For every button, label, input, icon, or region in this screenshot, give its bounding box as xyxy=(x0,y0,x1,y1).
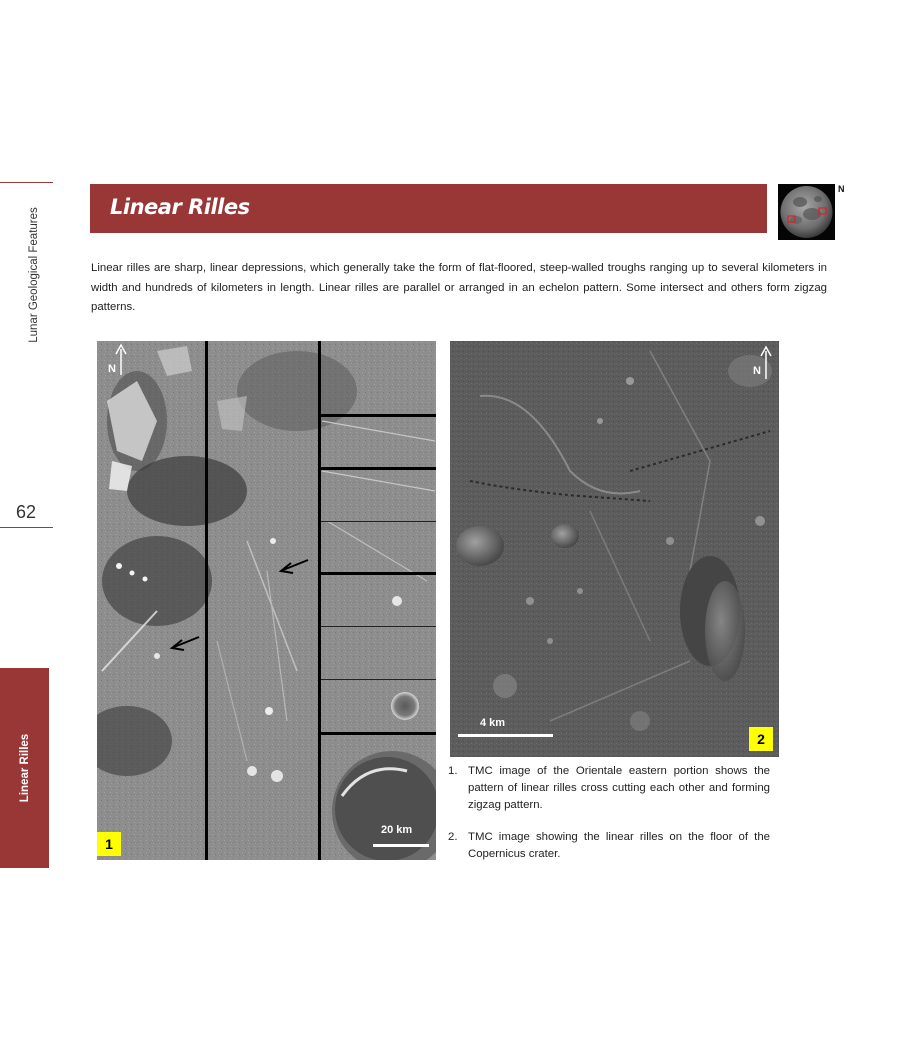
figure-2-scale-label: 4 km xyxy=(480,717,506,729)
page-title: Linear Rilles xyxy=(110,195,250,219)
chapter-side-label-text: Lunar Geological Features xyxy=(28,207,40,343)
moon-location-thumbnail xyxy=(778,184,835,240)
title-banner xyxy=(90,184,767,233)
figure-2-terrain xyxy=(450,341,779,757)
figure-2-badge: 2 xyxy=(749,727,773,751)
caption-2-number: 2. xyxy=(448,831,458,843)
section-side-tab-label: Linear Rilles xyxy=(18,733,31,803)
page-number-divider xyxy=(0,527,53,528)
page-number: 62 xyxy=(16,502,37,522)
thumbnail-north-label: N xyxy=(838,184,845,194)
caption-2-text: TMC image showing the linear rilles on the floor of the Copernicus crater. xyxy=(468,831,770,860)
caption-1 xyxy=(448,763,770,814)
figure-captions xyxy=(448,763,770,863)
section-side-tab xyxy=(0,668,49,868)
figure-1-scale-bar xyxy=(373,844,429,847)
figure-2-north-label: N xyxy=(753,365,761,377)
caption-1-text: TMC image of the Orientale eastern portion shows the pattern of linear rilles cross cutting each other and forming zigzag pattern. xyxy=(468,765,770,811)
figure-1-lunar-image xyxy=(97,341,436,860)
figure-1-badge: 1 xyxy=(97,832,121,856)
figure-2-lunar-image xyxy=(450,341,779,757)
caption-2 xyxy=(448,829,770,863)
figure-1-north-label: N xyxy=(108,363,116,375)
figure-1-terrain xyxy=(97,341,436,860)
chapter-side-label xyxy=(22,198,46,352)
moon-globe-icon xyxy=(778,184,835,240)
caption-1-number: 1. xyxy=(448,765,458,777)
intro-paragraph: Linear rilles are sharp, linear depressions, which generally take the form of flat-floored, steep-walled troughs ranging up to several kilometers in width and hundreds of kilometers in length. Linear rilles are parallel or arranged in an echelon pattern. Some intersect and others form zigzag patterns. xyxy=(91,262,827,313)
figure-2-scale-bar xyxy=(458,734,553,737)
figure-1-scale-label: 20 km xyxy=(381,824,413,836)
top-divider xyxy=(0,182,53,183)
